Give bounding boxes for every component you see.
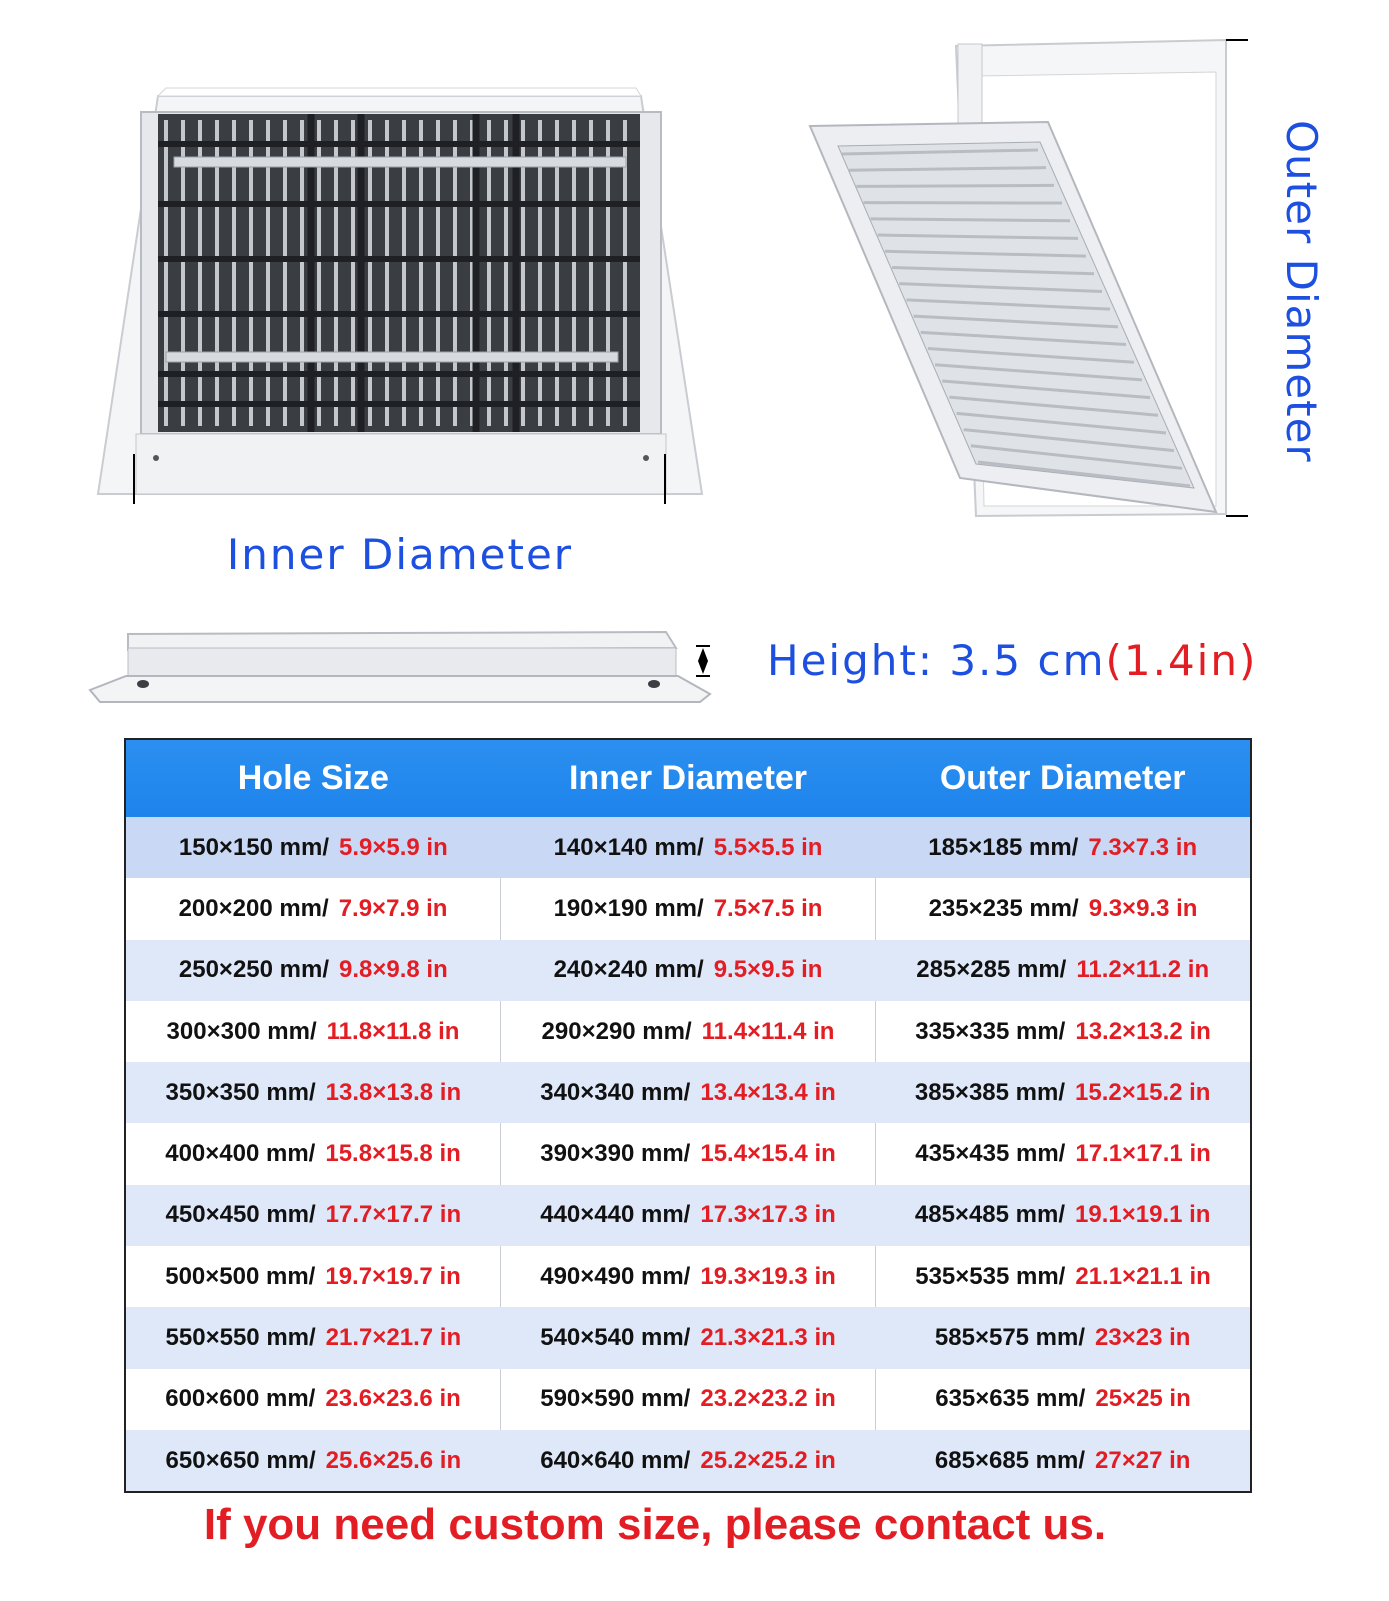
size-mm: 535×535 mm/ (915, 1262, 1066, 1290)
size-mm: 450×450 mm/ (165, 1201, 316, 1229)
size-inches: 27×27 in (1095, 1446, 1191, 1474)
size-inches: 7.9×7.9 in (338, 894, 448, 922)
inner-diameter-cell (501, 1062, 876, 1123)
table-header (126, 740, 1250, 817)
table-row (126, 878, 1250, 939)
size-mm: 490×490 mm/ (540, 1262, 691, 1290)
height-label (767, 636, 1257, 685)
size-inches: 11.4×11.4 in (701, 1017, 835, 1045)
inner-diameter-cell (501, 940, 876, 1001)
size-inches: 15.4×15.4 in (700, 1140, 836, 1168)
outer-diameter-cell (875, 817, 1250, 878)
outer-diameter-cell (875, 1307, 1250, 1368)
outer-diameter-cell (875, 1001, 1250, 1062)
size-inches: 25×25 in (1095, 1385, 1191, 1413)
hole-size-cell (126, 1369, 500, 1430)
size-inches: 17.7×17.7 in (325, 1201, 462, 1229)
size-mm: 235×235 mm/ (928, 894, 1079, 922)
table-row (126, 1369, 1250, 1430)
size-inches: 19.7×19.7 in (325, 1262, 461, 1290)
vent-side-view (88, 628, 713, 708)
size-inches: 11.8×11.8 in (326, 1017, 460, 1045)
outer-diameter-cell (875, 1185, 1250, 1246)
size-mm: 650×650 mm/ (165, 1446, 316, 1474)
table-row (126, 817, 1250, 878)
size-inches: 25.2×25.2 in (700, 1446, 836, 1474)
size-inches: 21.1×21.1 in (1075, 1262, 1211, 1290)
size-mm: 585×575 mm/ (934, 1324, 1086, 1352)
size-mm: 150×150 mm/ (178, 833, 330, 861)
size-mm: 140×140 mm/ (553, 833, 704, 861)
table-row (126, 1430, 1250, 1491)
height-inches: (1.4in) (1105, 636, 1258, 685)
hole-size-cell (126, 1062, 501, 1123)
size-inches: 23.6×23.6 in (325, 1385, 461, 1413)
size-inches: 13.4×13.4 in (700, 1078, 836, 1106)
size-inches: 17.3×17.3 in (700, 1201, 836, 1229)
inner-diameter-cell (500, 1001, 875, 1062)
table-row (126, 1246, 1250, 1307)
size-inches: 19.1×19.1 in (1075, 1201, 1211, 1229)
size-inches: 7.5×7.5 in (713, 894, 823, 922)
hole-size-cell (126, 940, 501, 1001)
table-row (126, 940, 1250, 1001)
size-mm: 250×250 mm/ (178, 956, 330, 984)
size-mm: 600×600 mm/ (165, 1385, 316, 1413)
hole-size-cell (126, 1246, 500, 1307)
inner-diameter-cell (501, 817, 876, 878)
outer-diameter-cell (875, 1430, 1250, 1491)
size-inches: 9.8×9.8 in (339, 956, 448, 984)
size-mm: 435×435 mm/ (915, 1140, 1066, 1168)
size-inches: 13.2×13.2 in (1075, 1017, 1211, 1045)
height-value: Height: 3.5 cm (767, 636, 1106, 685)
inner-diameter-cell (501, 1430, 876, 1491)
size-inches: 9.3×9.3 in (1088, 894, 1198, 922)
inner-diameter-cell (500, 1246, 875, 1307)
size-inches: 5.9×5.9 in (339, 833, 448, 861)
size-inches: 5.5×5.5 in (713, 833, 823, 861)
outer-diameter-cell (875, 940, 1250, 1001)
size-mm: 440×440 mm/ (540, 1201, 691, 1229)
size-mm: 335×335 mm/ (915, 1017, 1066, 1045)
hole-size-cell (126, 1185, 501, 1246)
size-mm: 550×550 mm/ (165, 1324, 316, 1352)
size-inches: 7.3×7.3 in (1088, 833, 1198, 861)
size-mm: 540×540 mm/ (540, 1324, 691, 1352)
size-inches: 11.2×11.2 in (1076, 956, 1210, 984)
size-mm: 240×240 mm/ (553, 956, 704, 984)
size-mm: 185×185 mm/ (928, 833, 1079, 861)
hole-size-cell (126, 817, 501, 878)
table-row (126, 1001, 1250, 1062)
size-inches: 9.5×9.5 in (713, 956, 823, 984)
hole-size-cell (126, 878, 500, 939)
size-inches: 19.3×19.3 in (700, 1262, 836, 1290)
inner-diameter-label: Inner Diameter (226, 530, 574, 579)
outer-diameter-cell (875, 1369, 1250, 1430)
size-mm: 500×500 mm/ (165, 1262, 316, 1290)
inner-diameter-cell (500, 1123, 875, 1184)
table-body (126, 817, 1250, 1491)
inner-diameter-cell (501, 1307, 876, 1368)
size-inches: 15.2×15.2 in (1075, 1078, 1211, 1106)
size-mm: 285×285 mm/ (916, 956, 1067, 984)
size-mm: 190×190 mm/ (553, 894, 704, 922)
size-mm: 685×685 mm/ (934, 1446, 1086, 1474)
outer-diameter-cell (875, 1246, 1250, 1307)
inner-diameter-cell (500, 1369, 875, 1430)
outer-diameter-label: Outer Diameter (1277, 120, 1326, 463)
custom-size-note: If you need custom size, please contact us. (203, 1500, 1107, 1549)
size-mm: 340×340 mm/ (540, 1078, 691, 1106)
hole-size-cell (126, 1123, 500, 1184)
header-inner-diameter: Inner Diameter (568, 759, 808, 797)
size-table (124, 738, 1252, 1493)
header-outer-diameter: Outer Diameter (939, 759, 1186, 797)
size-mm: 635×635 mm/ (935, 1385, 1086, 1413)
size-mm: 350×350 mm/ (165, 1078, 316, 1106)
size-inches: 17.1×17.1 in (1075, 1140, 1211, 1168)
header-hole-size: Hole Size (237, 759, 389, 797)
inner-diameter-cell (500, 878, 875, 939)
outer-diameter-cell (875, 878, 1250, 939)
size-mm: 390×390 mm/ (540, 1140, 691, 1168)
size-mm: 590×590 mm/ (540, 1385, 691, 1413)
size-inches: 23.2×23.2 in (700, 1385, 836, 1413)
size-inches: 15.8×15.8 in (325, 1140, 461, 1168)
size-mm: 640×640 mm/ (540, 1446, 691, 1474)
size-inches: 25.6×25.6 in (325, 1446, 462, 1474)
table-row (126, 1123, 1250, 1184)
outer-diameter-cell (875, 1062, 1250, 1123)
table-row (126, 1185, 1250, 1246)
inner-diameter-cell (501, 1185, 876, 1246)
vent-front-view (96, 84, 706, 504)
outer-diameter-cell (875, 1123, 1250, 1184)
size-mm: 485×485 mm/ (914, 1201, 1066, 1229)
size-mm: 200×200 mm/ (178, 894, 329, 922)
size-inches: 21.3×21.3 in (700, 1324, 836, 1352)
size-mm: 300×300 mm/ (166, 1017, 317, 1045)
size-mm: 290×290 mm/ (541, 1017, 692, 1045)
vent-open-view (808, 36, 1248, 526)
size-inches: 21.7×21.7 in (325, 1324, 462, 1352)
hole-size-cell (126, 1430, 501, 1491)
size-mm: 385×385 mm/ (914, 1078, 1066, 1106)
size-inches: 13.8×13.8 in (325, 1078, 462, 1106)
hole-size-cell (126, 1001, 500, 1062)
table-row (126, 1307, 1250, 1368)
size-inches: 23×23 in (1095, 1324, 1191, 1352)
hole-size-cell (126, 1307, 501, 1368)
size-mm: 400×400 mm/ (165, 1140, 316, 1168)
table-row (126, 1062, 1250, 1123)
